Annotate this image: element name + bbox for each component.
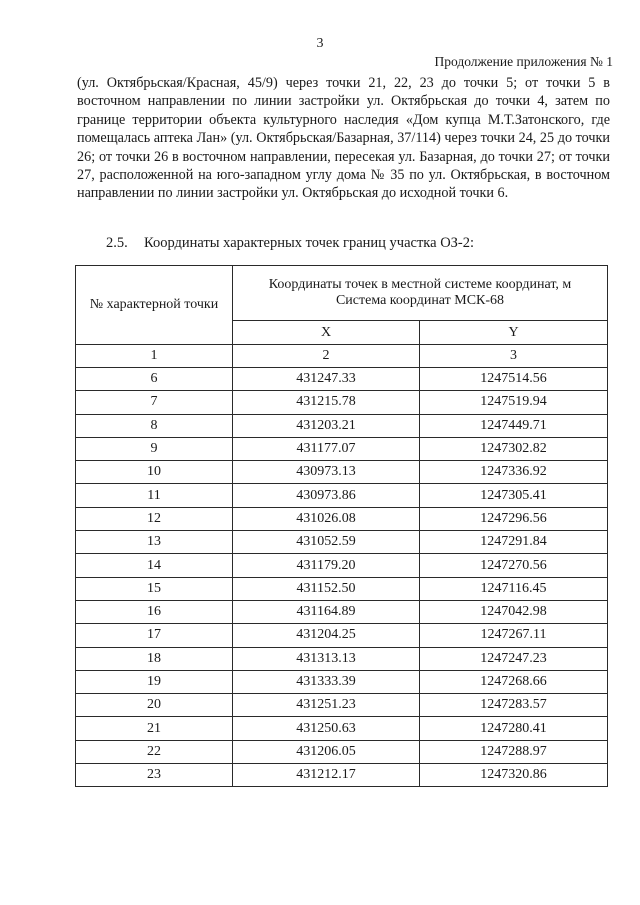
point-number-cell: 10	[76, 461, 233, 484]
y-coordinate-cell: 1247116.45	[420, 577, 608, 600]
point-number-cell: 21	[76, 717, 233, 740]
table-row	[76, 670, 608, 693]
x-coordinate-cell: 430973.86	[233, 484, 420, 507]
continuation-label: Продолжение приложения № 1	[434, 54, 613, 69]
x-coordinate-cell: 431313.13	[233, 647, 420, 670]
table-row	[76, 694, 608, 717]
header-coordinates-line1: Координаты точек в местной системе координат, м	[268, 277, 572, 292]
table-row	[76, 717, 608, 740]
table-row	[76, 647, 608, 670]
header-point-number: № характерной точки	[76, 266, 233, 345]
point-number-cell: 12	[76, 507, 233, 530]
x-coordinate-cell: 431204.25	[233, 624, 420, 647]
point-number-cell: 11	[76, 484, 233, 507]
table-row	[76, 461, 608, 484]
table-row	[76, 484, 608, 507]
y-coordinate-cell: 1247302.82	[420, 437, 608, 460]
section-heading	[106, 235, 474, 252]
point-number-cell: 8	[76, 414, 233, 437]
y-coordinate-cell: 1247296.56	[420, 507, 608, 530]
table-row	[76, 414, 608, 437]
x-coordinate-cell: 431215.78	[233, 391, 420, 414]
y-coordinate-cell: 1247336.92	[420, 461, 608, 484]
x-coordinate-cell: 431206.05	[233, 740, 420, 763]
y-coordinate-cell: 1247280.41	[420, 717, 608, 740]
point-number-cell: 18	[76, 647, 233, 670]
section-number: 2.5.	[106, 235, 128, 251]
section-title: Координаты характерных точек границ участка ОЗ-2:	[144, 235, 475, 251]
header-y: Y	[420, 321, 608, 345]
table-row	[76, 531, 608, 554]
point-number-cell: 19	[76, 670, 233, 693]
y-coordinate-cell: 1247283.57	[420, 694, 608, 717]
y-coordinate-cell: 1247514.56	[420, 368, 608, 391]
point-number-cell: 17	[76, 624, 233, 647]
y-coordinate-cell: 1247449.71	[420, 414, 608, 437]
table-row	[76, 577, 608, 600]
x-coordinate-cell: 431212.17	[233, 764, 420, 787]
page-number: 3	[316, 36, 324, 51]
point-number-cell: 22	[76, 740, 233, 763]
y-coordinate-cell: 1247270.56	[420, 554, 608, 577]
table-row	[76, 507, 608, 530]
x-coordinate-cell: 431251.23	[233, 694, 420, 717]
table-row	[76, 368, 608, 391]
point-number-cell: 6	[76, 368, 233, 391]
point-number-cell: 16	[76, 600, 233, 623]
x-coordinate-cell: 431179.20	[233, 554, 420, 577]
x-coordinate-cell: 431164.89	[233, 600, 420, 623]
column-number-2: 2	[233, 345, 420, 368]
point-number-cell: 15	[76, 577, 233, 600]
y-coordinate-cell: 1247519.94	[420, 391, 608, 414]
column-number-row	[76, 345, 608, 368]
y-coordinate-cell: 1247042.98	[420, 600, 608, 623]
header-coordinates-line2: Система координат МСК-68	[335, 293, 505, 308]
column-number-3: 3	[420, 345, 608, 368]
x-coordinate-cell: 431247.33	[233, 368, 420, 391]
table-row	[76, 764, 608, 787]
x-coordinate-cell: 431026.08	[233, 507, 420, 530]
table-header-row	[76, 266, 608, 321]
x-coordinate-cell: 431177.07	[233, 437, 420, 460]
point-number-cell: 23	[76, 764, 233, 787]
x-coordinate-cell: 431250.63	[233, 717, 420, 740]
table-row	[76, 624, 608, 647]
y-coordinate-cell: 1247291.84	[420, 531, 608, 554]
y-coordinate-cell: 1247320.86	[420, 764, 608, 787]
point-number-cell: 9	[76, 437, 233, 460]
y-coordinate-cell: 1247288.97	[420, 740, 608, 763]
point-number-cell: 7	[76, 391, 233, 414]
y-coordinate-cell: 1247268.66	[420, 670, 608, 693]
table-row	[76, 740, 608, 763]
column-number-1: 1	[76, 345, 233, 368]
point-number-cell: 20	[76, 694, 233, 717]
x-coordinate-cell: 431052.59	[233, 531, 420, 554]
point-number-cell: 14	[76, 554, 233, 577]
header-coordinates	[233, 266, 608, 321]
x-coordinate-cell: 431203.21	[233, 414, 420, 437]
point-number-cell: 13	[76, 531, 233, 554]
x-coordinate-cell: 430973.13	[233, 461, 420, 484]
table-row	[76, 391, 608, 414]
table-row	[76, 437, 608, 460]
y-coordinate-cell: 1247267.11	[420, 624, 608, 647]
y-coordinate-cell: 1247305.41	[420, 484, 608, 507]
body-paragraph: (ул. Октябрьская/Красная, 45/9) через точки 21, 22, 23 до точки 5; от точки 5 в восточном направлении по линии застройки ул. Октябрьская до точки 4, затем по границе территории объекта культурного наследия «Дом купца М.Т.Затонского, где помещалась аптека Лан» (ул. Октябрьская/Базарная, 37/114) через точки 24, 25 до точки 26; от точки 26 в восточном направлении, пересекая ул. Базарная, до точки 27; от точки 27, расположенной на юго-западном углу дома № 35 по ул. Октябрьская, в восточном направлении по линии застройки ул. Октябрьская до исходной точки 6.	[77, 75, 610, 202]
y-coordinate-cell: 1247247.23	[420, 647, 608, 670]
x-coordinate-cell: 431333.39	[233, 670, 420, 693]
table-row	[76, 600, 608, 623]
table-row	[76, 554, 608, 577]
coordinates-table	[75, 265, 608, 787]
x-coordinate-cell: 431152.50	[233, 577, 420, 600]
header-x: X	[233, 321, 420, 345]
